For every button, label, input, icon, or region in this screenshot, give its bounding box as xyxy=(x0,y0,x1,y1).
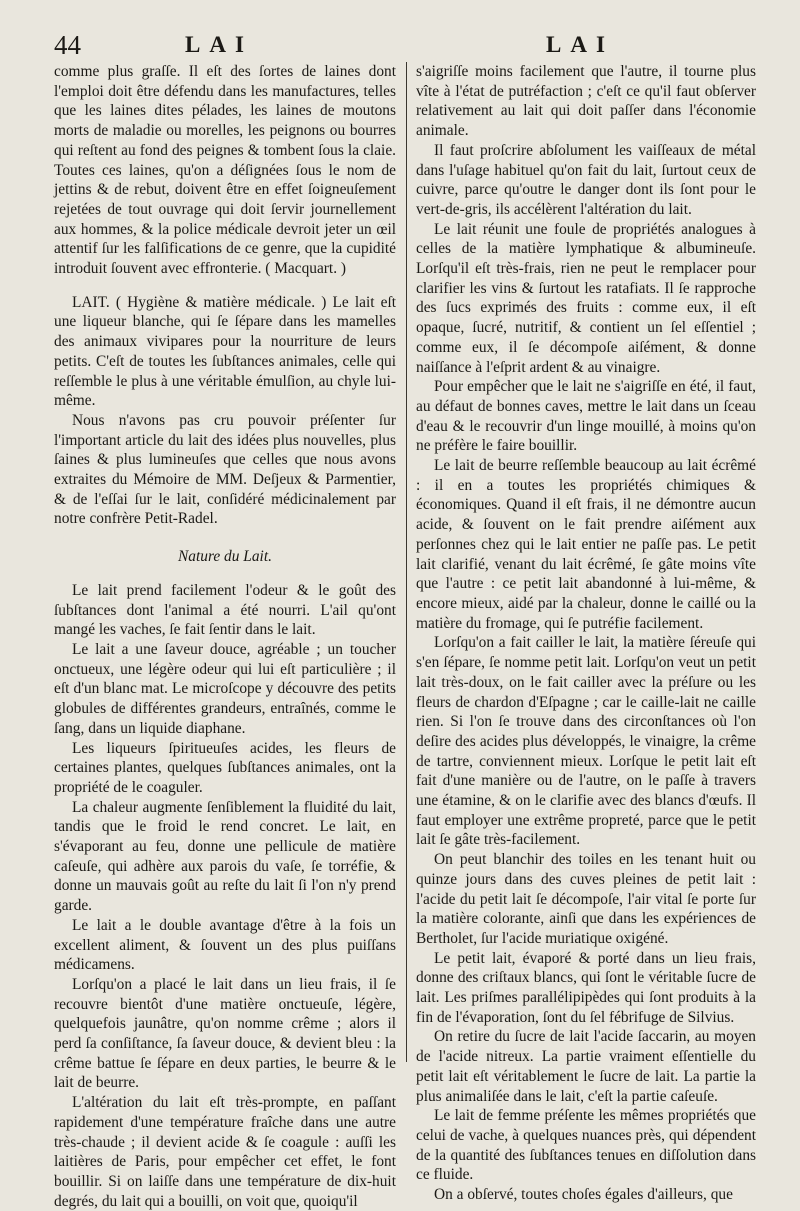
paragraph: Le lait a une ſaveur douce, agréable ; un toucher onctueux, une légère odeur qui lui eſt particulière ; il eſt d'un blanc mat. Le microſcope y découvre des petits globules de différentes grandeurs, entraînés, comme le ſang, dans un liquide diaphane. xyxy=(54,640,396,737)
paragraph: Le lait de femme préſente les mêmes propriétés que celui de vache, à quelques nuances près, qui dépendent de la quantité des ſubſtances tenues en diſſolution dans ce fluide. xyxy=(416,1107,756,1184)
paragraph-continuation: s'aigriſſe moins facilement que l'autre, il tourne plus vîte à l'état de putréfaction ; c'eſt ce qu'il faut obſerver relativement au lait qui doit paſſer dans l'économie animale. xyxy=(416,63,756,140)
paragraph: L'altération du lait eſt très-prompte, en paſſant rapidement d'une température fraîche dans une autre très-chaude ; il devient acide & ſe coagule : auſſi les laitières de Paris, pour empêcher cet effet, le font bouillir. Si on laiſſe dans une température de dix-huit degrés, du lait qui a bouilli, on voit que, quoiqu'il xyxy=(54,1094,396,1210)
paragraph: Le lait réunit une foule de propriétés analogues à celles de la matière lymphatique & albumineuſe. Lorſqu'il eſt très-frais, rien ne peut le remplacer pour clarifier les vins & ſurtout les ratafiats. Il ſe rapproche des ſucs exprimés des fruits : comme eux, il eſt opaque, ſucré, nutritif, & contient un ſel eſſentiel ; comme eux, il ſe décompoſe aiſément, & donne naiſſance à l'eſprit ardent & au vinaigre. xyxy=(416,220,756,376)
running-head-left: LAI xyxy=(185,32,253,57)
running-head-right: LAI xyxy=(546,32,614,57)
page-number: 44 xyxy=(54,30,81,60)
paragraph-continuation: comme plus graſſe. Il eſt des ſortes de laines dont l'emploi doit être défendu dans les manufactures, telles que les laines dites pélades, les laines de moutons morts de maladie ou morelles, les peignons ou bourres qui reſtent au fond des peignes & tombent ſous la claie. Toutes ces laines, qu'on a déſignées ſous le nom de jettins & de rebut, doivent être en effet ſoigneuſement rejetées de tout ouvrage qui doit ſervir journellement aux hommes, & la police médicale devroit jeter un œil attentif ſur les falſifications de ce genre, que la cupidité introduit ſouvent avec effronterie. ( Macquart. ) xyxy=(54,63,396,278)
column-divider xyxy=(406,62,407,1062)
paragraph: On a obſervé, toutes choſes égales d'ailleurs, que xyxy=(434,1186,733,1204)
paragraph: On retire du ſucre de lait l'acide ſaccarin, au moyen de l'acide nitreux. La partie vraiment eſſentielle du petit lait eſt véritablement le ſucre de lait. La partie la plus animaliſée dans le lait, c'eſt la partie caſeuſe. xyxy=(416,1028,756,1105)
paragraph: Pour empêcher que le lait ne s'aigriſſe en été, il faut, au défaut de bonnes caves, mettre le lait dans un ſceau d'eau & le recouvrir d'un linge mouillé, à moins qu'on ne préfère le faire bouillir. xyxy=(416,378,756,455)
section-title: Nature du Lait. xyxy=(178,548,272,566)
paragraph: Nous n'avons pas cru pouvoir préſenter ſur l'important article du lait des idées plus nouvelles, plus ſaines & plus lumineuſes que celles que nous avons extraites du Mémoire de MM. Deſjeux & Parmentier, & de l'eſſai ſur le lait, conſidéré médicinalement par notre confrère Petit-Radel. xyxy=(54,411,396,528)
paragraph: On peut blanchir des toiles en les tenant huit ou quinze jours dans des cuves pleines de petit lait : l'acide du petit lait ſe décompoſe, l'air vital ſe porte ſur la matière colorante, ainſi que dans les expériences de Bertholet, ſur l'acide muriatique oxigéné. xyxy=(416,851,756,947)
page-header xyxy=(0,30,800,66)
paragraph: Le lait a le double avantage d'être à la fois un excellent aliment, & ſouvent un des plus puiſſans médicamens. xyxy=(54,916,396,974)
paragraph: Lorſqu'on a placé le lait dans un lieu frais, il ſe recouvre bientôt d'une matière onctueuſe, légère, quelquefois jaunâtre, qu'on nomme crême ; alors il perd ſa conſiſtance, ſa ſaveur douce, & devient bleu : la crême battue ſe ſépare en deux parties, le beurre & le lait de beurre. xyxy=(54,975,396,1092)
paragraph: Le petit lait, évaporé & porté dans un lieu frais, donne des criſtaux blancs, qui ſont le véritable ſucre de lait. Les priſmes parallélipipèdes qui ſont produits à la fin de l'évaporation, ſont du ſel fébrifuge de Silvius. xyxy=(416,949,756,1026)
paragraph: Le lait prend facilement l'odeur & le goût des ſubſtances dont l'animal a été nourri. L'ail qu'ont mangé les vaches, ſe fait ſentir dans le lait. xyxy=(54,581,396,639)
right-column xyxy=(416,62,756,1204)
entry-lait-intro: LAIT. ( Hygiène & matière médicale. ) Le lait eſt une liqueur blanche, qui ſe ſépare dans les mamelles des animaux vivipares pour la nourriture de leurs petits. C'eſt de toutes les ſubſtances animales, celle qui reſſemble le plus à une véritable émulſion, au chyle lui-même. xyxy=(54,293,396,410)
paragraph: Il faut proſcrire abſolument les vaiſſeaux de métal dans l'uſage habituel qu'on fait du lait, ſurtout ceux de cuivre, parce qu'outre le danger dont ils ſont pour le vert-de-gris, ils accélèrent l'altération du lait. xyxy=(416,141,756,218)
paragraph: La chaleur augmente ſenſiblement la fluidité du lait, tandis que le froid le rend concret. Le lait, en s'évaporant au feu, donne une pellicule de matière caſeuſe, qui adhère aux parois du vaſe, ſe torréfie, & donne un mauvais goût au reſte du lait ſi l'on n'y prend garde. xyxy=(54,798,396,915)
paragraph: Les liqueurs ſpiritueuſes acides, les fleurs de certaines plantes, quelques ſubſtances animales, ont la propriété de le coaguler. xyxy=(54,739,396,796)
left-column xyxy=(54,62,396,1210)
paragraph: Lorſqu'on a fait cailler le lait, la matière ſéreuſe qui s'en ſépare, ſe nomme petit lait. Lorſqu'on veut un petit lait très-doux, on le fait cailler avec la préſure ou les fleurs de chardon d'Eſpagne ; car le caille-lait ne caille rien. Si l'on ſe trouve dans des circonſtances où l'on deſire des acides plus développés, le vinaigre, la crême de tartre, conviennent mieux. Lorſque le petit lait eſt fait d'une manière ou de l'autre, on le paſſe à travers une étamine, & on le clarifie avec des blancs d'œufs. Il faut employer une extrême propreté, parce que le petit lait ſe gâte très-facilement. xyxy=(416,634,756,849)
paragraph: Le lait de beurre reſſemble beaucoup au lait écrêmé : il en a toutes les propriétés chimiques & économiques. Quand il eſt frais, il ne démontre aucun acide, & ſouvent on le fait prendre aiſément aux perſonnes chez qui le lait entier ne paſſe pas. Le petit lait clarifié, venant du lait écrêmé, ſe gâte moins vîte que l'autre : ce petit lait abandonné à lui-même, & encore mieux, aidé par la chaleur, donne le caillé ou la matière du fromage, qui ſe putréfie facilement. xyxy=(416,457,756,632)
